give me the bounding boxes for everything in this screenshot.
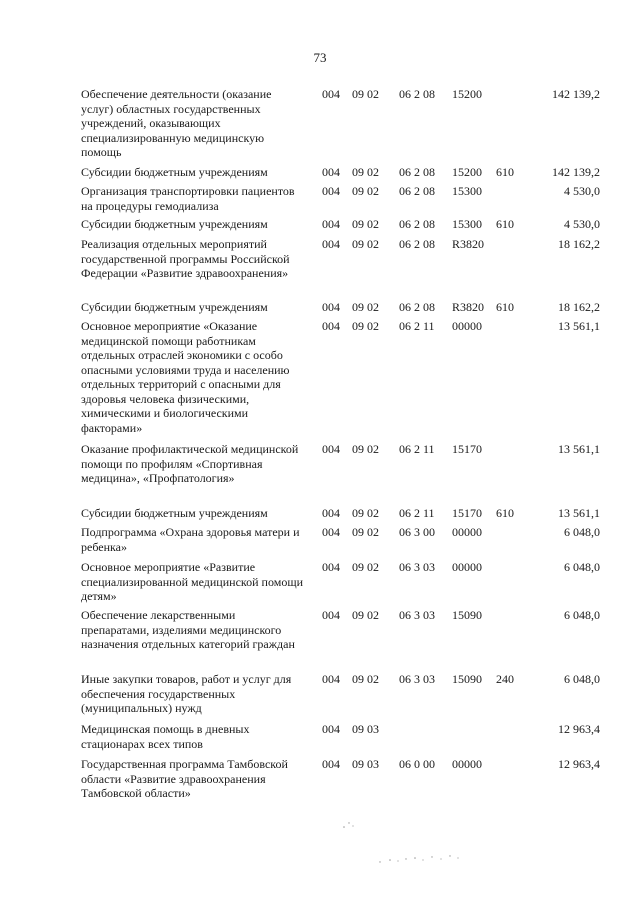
row-section-code: 09 02 bbox=[352, 184, 379, 198]
row-expense-code: 240 bbox=[496, 672, 514, 686]
row-program-code: 06 2 08 bbox=[399, 165, 435, 179]
row-amount: 142 139,2 bbox=[552, 87, 600, 101]
row-item-code: 15090 bbox=[452, 672, 482, 686]
row-ministry-code: 004 bbox=[322, 722, 340, 736]
row-ministry-code: 004 bbox=[322, 608, 340, 622]
row-section-code: 09 02 bbox=[352, 237, 379, 251]
row-name: Основное мероприятие «Развитие специализированной медицинской помощи детям» bbox=[81, 560, 303, 603]
row-section-code: 09 02 bbox=[352, 442, 379, 456]
row-name: Подпрограмма «Охрана здоровья матери и ребенка» bbox=[81, 525, 300, 554]
row-section-code: 09 02 bbox=[352, 217, 379, 231]
row-name: Субсидии бюджетным учреждениям bbox=[81, 300, 268, 314]
scan-specks bbox=[340, 818, 470, 868]
row-name: Субсидии бюджетным учреждениям bbox=[81, 217, 268, 231]
row-amount: 6 048,0 bbox=[564, 525, 600, 539]
row-section-code: 09 02 bbox=[352, 672, 379, 686]
row-program-code: 06 3 03 bbox=[399, 608, 435, 622]
row-name: Субсидии бюджетным учреждениям bbox=[81, 165, 268, 179]
row-name: Субсидии бюджетным учреждениям bbox=[81, 506, 268, 520]
row-amount: 12 963,4 bbox=[558, 722, 600, 736]
row-program-code: 06 0 00 bbox=[399, 757, 435, 771]
row-expense-code: 610 bbox=[496, 506, 514, 520]
row-item-code: 00000 bbox=[452, 525, 482, 539]
row-ministry-code: 004 bbox=[322, 442, 340, 456]
row-item-code: 00000 bbox=[452, 757, 482, 771]
row-ministry-code: 004 bbox=[322, 560, 340, 574]
row-name: Обеспечение деятельности (оказание услуг) областных государственных учреждений, оказывающих специализированную медицинскую помощь bbox=[81, 87, 272, 159]
row-item-code: 15300 bbox=[452, 184, 482, 198]
row-ministry-code: 004 bbox=[322, 757, 340, 771]
row-program-code: 06 2 11 bbox=[399, 319, 435, 333]
row-ministry-code: 004 bbox=[322, 506, 340, 520]
row-item-code: 15090 bbox=[452, 608, 482, 622]
row-name: Государственная программа Тамбовской области «Развитие здравоохранения Тамбовской области» bbox=[81, 757, 288, 800]
row-amount: 4 530,0 bbox=[564, 184, 600, 198]
row-name: Реализация отдельных мероприятий государственной программы Российской Федерации «Развитие здравоохранения» bbox=[81, 237, 290, 280]
row-item-code: 15200 bbox=[452, 87, 482, 101]
row-item-code: 15170 bbox=[452, 442, 482, 456]
row-expense-code: 610 bbox=[496, 165, 514, 179]
row-item-code: R3820 bbox=[452, 237, 485, 251]
row-amount: 13 561,1 bbox=[558, 442, 600, 456]
row-name: Медицинская помощь в дневных стационарах всех типов bbox=[81, 722, 250, 751]
row-name: Основное мероприятие «Оказание медицинской помощи работникам отдельных отраслей экономики с особо опасными условиями труда и населению отдельных территорий с опасными для здоровья человека физическими, химическими и биологическими факторами» bbox=[81, 319, 290, 435]
row-section-code: 09 02 bbox=[352, 319, 379, 333]
row-ministry-code: 004 bbox=[322, 319, 340, 333]
row-section-code: 09 02 bbox=[352, 560, 379, 574]
row-name: Оказание профилактической медицинской помощи по профилям «Спортивная медицина», «Профпатология» bbox=[81, 442, 299, 485]
row-program-code: 06 2 08 bbox=[399, 217, 435, 231]
row-name: Обеспечение лекарственными препаратами, изделиями медицинского назначения отдельных категорий граждан bbox=[81, 608, 295, 651]
row-ministry-code: 004 bbox=[322, 165, 340, 179]
row-section-code: 09 02 bbox=[352, 165, 379, 179]
row-section-code: 09 02 bbox=[352, 525, 379, 539]
row-expense-code: 610 bbox=[496, 217, 514, 231]
row-program-code: 06 3 03 bbox=[399, 672, 435, 686]
row-section-code: 09 02 bbox=[352, 608, 379, 622]
row-program-code: 06 3 03 bbox=[399, 560, 435, 574]
row-item-code: 00000 bbox=[452, 319, 482, 333]
row-item-code: R3820 bbox=[452, 300, 485, 314]
row-ministry-code: 004 bbox=[322, 184, 340, 198]
row-program-code: 06 2 08 bbox=[399, 300, 435, 314]
row-amount: 18 162,2 bbox=[558, 300, 600, 314]
row-section-code: 09 02 bbox=[352, 300, 379, 314]
row-amount: 6 048,0 bbox=[564, 672, 600, 686]
row-program-code: 06 2 11 bbox=[399, 442, 435, 456]
row-ministry-code: 004 bbox=[322, 217, 340, 231]
row-section-code: 09 02 bbox=[352, 506, 379, 520]
row-program-code: 06 2 08 bbox=[399, 184, 435, 198]
row-ministry-code: 004 bbox=[322, 237, 340, 251]
row-program-code: 06 3 00 bbox=[399, 525, 435, 539]
row-expense-code: 610 bbox=[496, 300, 514, 314]
row-ministry-code: 004 bbox=[322, 672, 340, 686]
row-amount: 6 048,0 bbox=[564, 560, 600, 574]
row-section-code: 09 02 bbox=[352, 87, 379, 101]
row-amount: 18 162,2 bbox=[558, 237, 600, 251]
row-amount: 13 561,1 bbox=[558, 506, 600, 520]
row-ministry-code: 004 bbox=[322, 525, 340, 539]
row-ministry-code: 004 bbox=[322, 87, 340, 101]
row-program-code: 06 2 08 bbox=[399, 87, 435, 101]
row-program-code: 06 2 11 bbox=[399, 506, 435, 520]
row-section-code: 09 03 bbox=[352, 722, 379, 736]
row-name: Иные закупки товаров, работ и услуг для обеспечения государственных (муниципальных) нужд bbox=[81, 672, 292, 715]
row-item-code: 15170 bbox=[452, 506, 482, 520]
row-program-code: 06 2 08 bbox=[399, 237, 435, 251]
page-number: 73 bbox=[313, 50, 327, 65]
row-amount: 142 139,2 bbox=[552, 165, 600, 179]
row-section-code: 09 03 bbox=[352, 757, 379, 771]
row-ministry-code: 004 bbox=[322, 300, 340, 314]
row-item-code: 00000 bbox=[452, 560, 482, 574]
row-item-code: 15300 bbox=[452, 217, 482, 231]
row-amount: 12 963,4 bbox=[558, 757, 600, 771]
row-amount: 4 530,0 bbox=[564, 217, 600, 231]
row-item-code: 15200 bbox=[452, 165, 482, 179]
row-amount: 13 561,1 bbox=[558, 319, 600, 333]
row-amount: 6 048,0 bbox=[564, 608, 600, 622]
row-name: Организация транспортировки пациентов на процедуры гемодиализа bbox=[81, 184, 295, 213]
